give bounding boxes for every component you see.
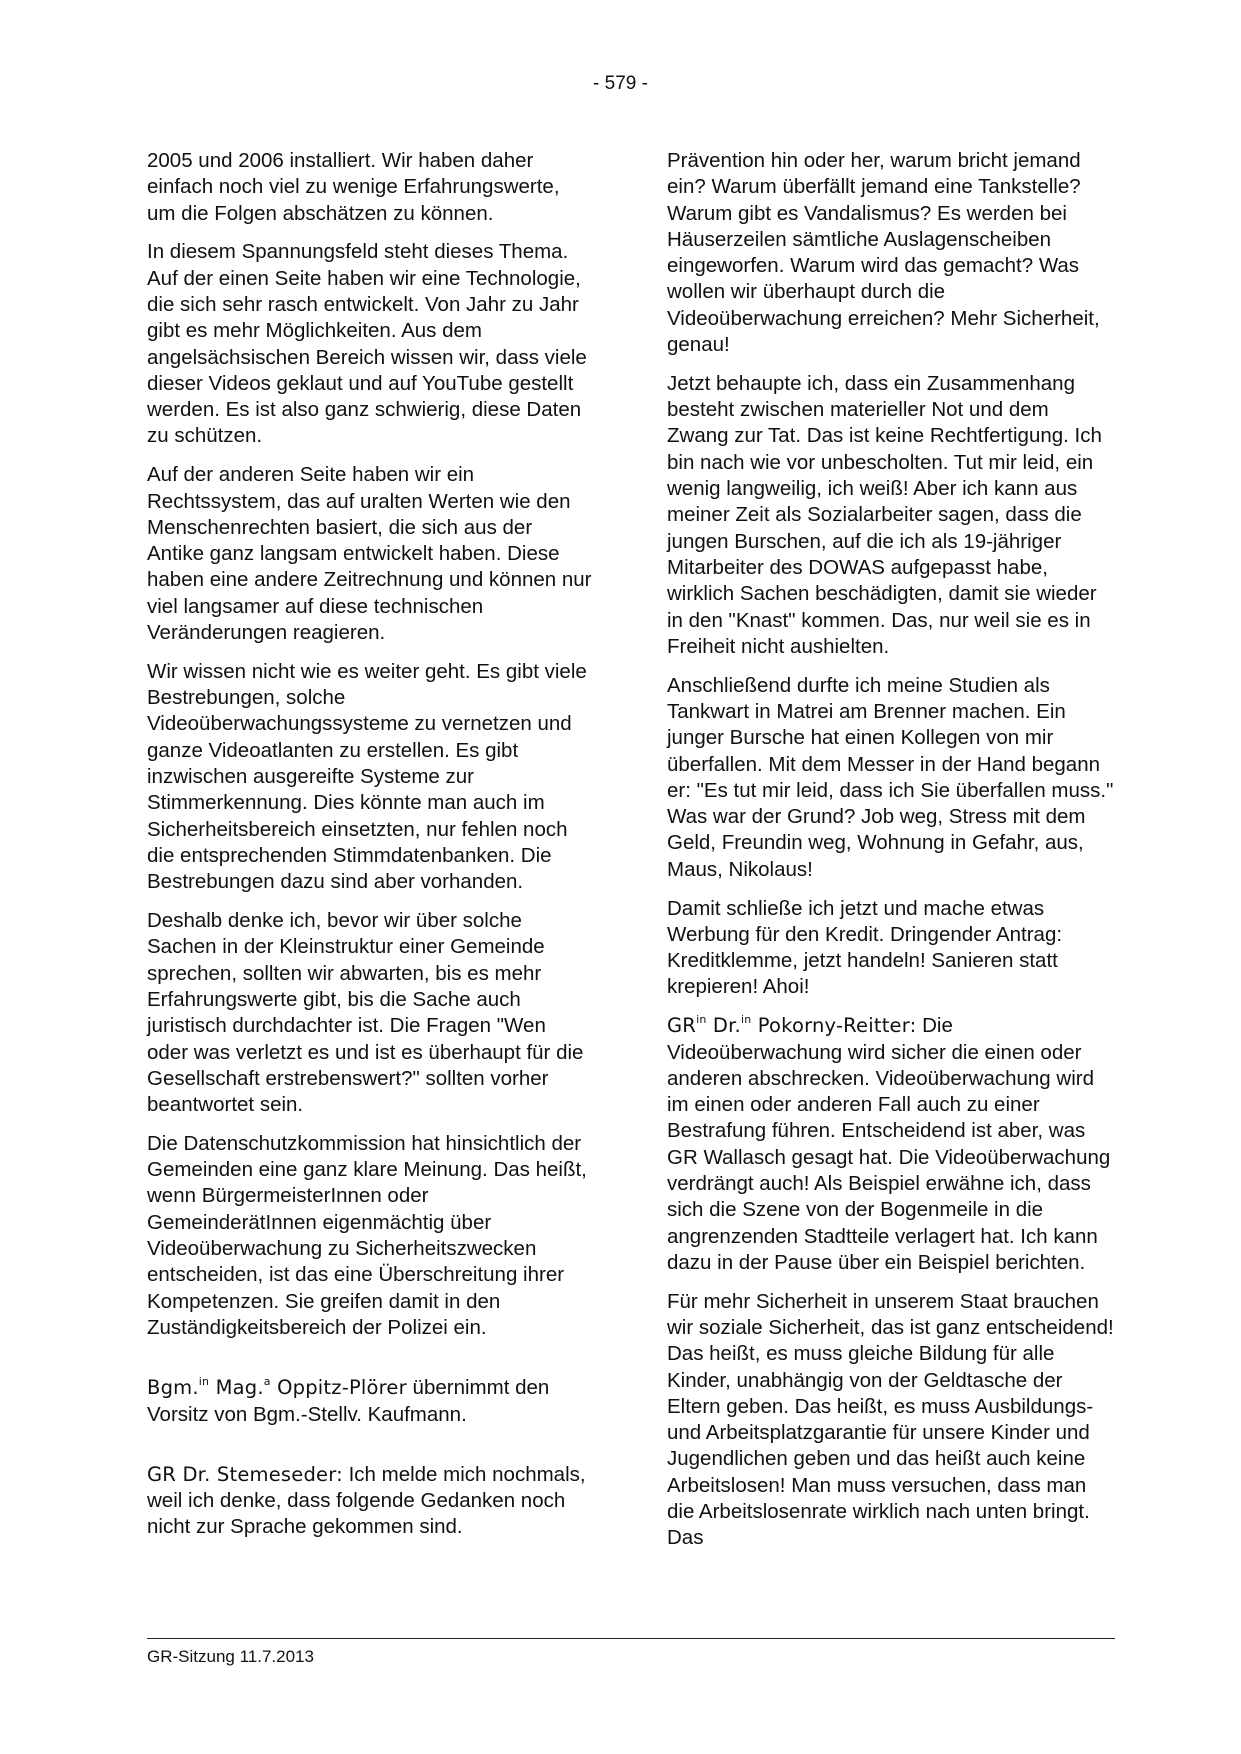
paragraph: Die Datenschutzkommission hat hinsichtlich der Gemeinden eine ganz klare Meinung. Das heißt, wenn BürgermeisterInnen oder GemeinderätInnen eigenmächtig über Videoüberwachung zu Sicherheitszwecken entscheiden, ist das eine Überschreitung ihrer Kompetenzen. Sie greifen damit in den Zuständigkeitsbereich der Polizei ein. [147,1131,587,1339]
chair-change-text: übernimmt den Vorsitz von Bgm.-Stellv. Kaufmann. [147,1376,550,1426]
speaker-name: $GR^{in}$ Dr.$^{in}$ Pokorny-Reitter: [667,1012,917,1038]
paragraph: Deshalb denke ich, bevor wir über solche Sachen in der Kleinstruktur einer Gemeinde sprechen, sollten wir abwarten, bis es mehr Erfahrungswerte gibt, bis die Sache auch juristisch durchdachter ist. Die Fragen "Wen oder was verletzt es und ist es überhaupt für die Gesellschaft erstrebenswert?" sollten vorher beantwortet sein. [147,909,584,1117]
paragraph: Prävention hin oder her, warum bricht jemand ein? Warum überfällt jemand eine Tankstelle? Warum gibt es Vandalismus? Es werden bei Häuserzeilen sämtliche Auslagenscheiben eingeworfen. Warum wird das gemacht? Was wollen wir überhaupt durch die Videoüberwachung erreichen? Mehr Sicherheit, genau! [667,149,1100,357]
right-column [667,148,1115,1564]
speech-stemeseder [147,1462,592,1541]
footer-divider [147,1638,1115,1639]
speaker-name: GR Dr. Stemeseder: [147,1462,343,1486]
left-column [147,148,592,1553]
page-number: - 579 - [593,73,648,94]
speaker-name: Bgm.$^{in}$ Mag.$^a$ Oppitz-Plörer [147,1374,407,1400]
speech-pokorny-reitter [667,1013,1115,1276]
paragraph: Auf der anderen Seite haben wir ein Rechtssystem, das auf uralten Werten wie den Menschenrechten basiert, die sich aus der Antike ganz langsam entwickelt haben. Diese haben eine andere Zeitrechnung und können nur viel langsamer auf diese technischen Veränderungen reagieren. [147,463,592,645]
paragraph: Jetzt behaupte ich, dass ein Zusammenhang besteht zwischen materieller Not und dem Zwang zur Tat. Das ist keine Rechtfertigung. Ich bin nach wie vor unbescholten. Tut mir leid, ein wenig langweilig, ich weiß! Aber ich kann aus meiner Zeit als Sozialarbeiter sagen, dass die jungen Burschen, auf die ich als 19-jähriger Mitarbeiter des DOWAS aufgepasst habe, wirklich Sachen beschädigten, damit sie wieder in den "Knast" kommen. Das, nur weil sie es in Freiheit nicht aushielten. [667,371,1102,658]
chair-change-note [147,1375,592,1428]
paragraph: Wir wissen nicht wie es weiter geht. Es gibt viele Bestrebungen, solche Videoüberwachungssysteme zu vernetzen und ganze Videoatlanten zu erstellen. Es gibt inzwischen ausgereifte Systeme zur Stimmerkennung. Dies könnte man auch im Sicherheitsbereich einsetzten, nur fehlen noch die entsprechenden Stimmdatenbanken. Die Bestrebungen dazu sind aber vorhanden. [147,659,587,894]
paragraph: Für mehr Sicherheit in unserem Staat brauchen wir soziale Sicherheit, das ist ganz entscheidend! Das heißt, es muss gleiche Bildung für alle Kinder, unabhängig von der Geldtasche der Eltern geben. Das heißt, es muss Ausbildungs- und Arbeitsplatzgarantie für unsere Kinder und Jugendlichen geben und das heißt auch keine Arbeitslosen! Man muss versuchen, dass man die Arbeitslosenrate wirklich nach unten bringt. Das [667,1289,1114,1550]
paragraph: Anschließend durfte ich meine Studien als Tankwart in Matrei am Brenner machen. Ein junger Bursche hat einen Kollegen von mir überfallen. Mit dem Messer in der Hand begann er: "Es tut mir leid, dass ich Sie überfallen muss." Was war der Grund? Job weg, Stress mit dem Geld, Freundin weg, Wohnung in Gefahr, aus, Maus, Nikolaus! [667,673,1114,881]
speech-text: Ich melde mich nochmals, weil ich denke, dass folgende Gedanken noch nicht zur Sprache gekommen sind. [147,1462,586,1539]
paragraph: 2005 und 2006 installiert. Wir haben daher einfach noch viel zu wenige Erfahrungswerte, um die Folgen abschätzen zu können. [147,149,560,225]
speech-text: Die Videoüberwachung wird sicher die einen oder anderen abschrecken. Videoüberwachung wird im einen oder anderen Fall auch zu einer Bestrafung führen. Entscheidend ist aber, was GR Wallasch gesagt hat. Die Videoüberwachung verdrängt auch! Als Beispiel erwähne ich, dass sich die Szene von der Bogenmeile in die angrenzenden Stadtteile verlagert hat. Ich kann dazu in der Pause über ein Beispiel berichten. [667,1014,1111,1274]
paragraph: Damit schließe ich jetzt und mache etwas Werbung für den Kredit. Dringender Antrag: Kreditklemme, jetzt handeln! Sanieren statt krepieren! Ahoi! [667,896,1063,999]
footer-session-date: GR-Sitzung 11.7.2013 [147,1647,314,1666]
paragraph: In diesem Spannungsfeld steht dieses Thema. Auf der einen Seite haben wir eine Technologie, die sich sehr rasch entwickelt. Von Jahr zu Jahr gibt es mehr Möglichkeiten. Aus dem angelsächsischen Bereich wissen wir, dass viele dieser Videos geklaut und auf YouTube gestellt werden. Es ist also ganz schwierig, diese Daten zu schützen. [147,240,587,448]
